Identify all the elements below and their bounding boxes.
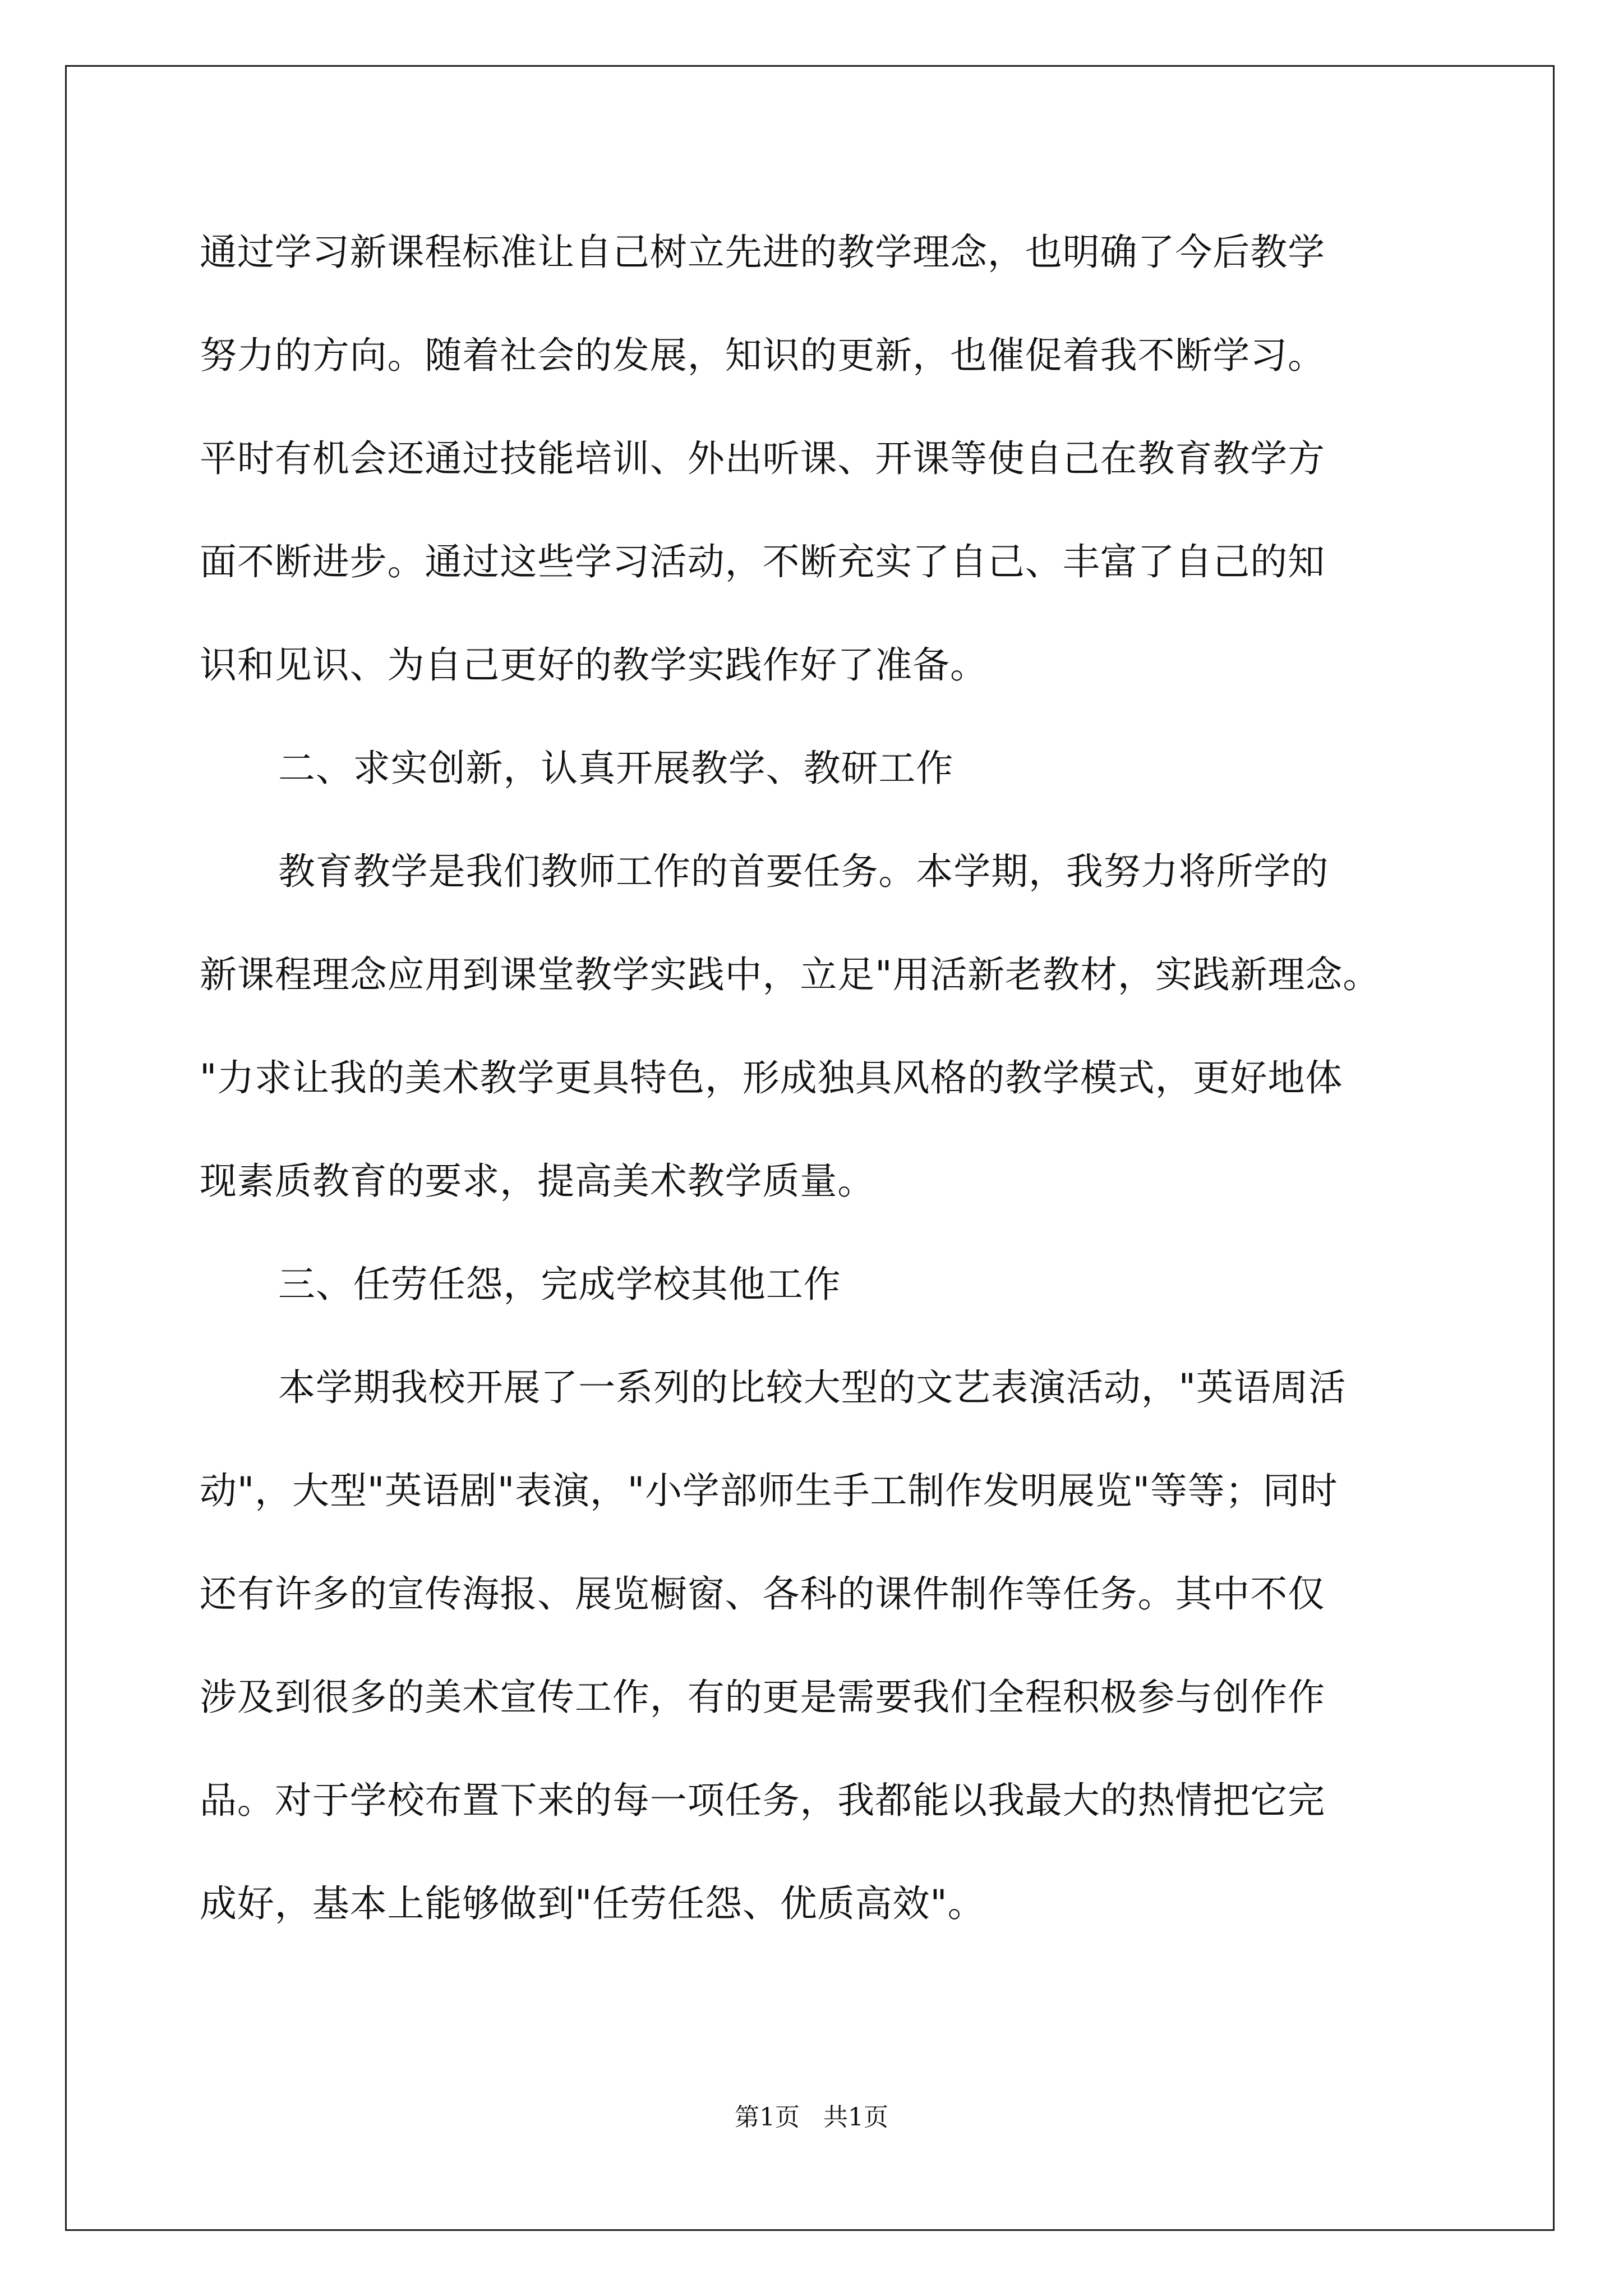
text-line: 动"，大型"英语剧"表演，"小学部师生手工制作发明展览"等等；同时 xyxy=(200,1469,1338,1512)
text-line: 识和见识、为自己更好的教学实践作好了准备。 xyxy=(200,643,988,687)
section-heading: 三、任劳任怨，完成学校其他工作 xyxy=(278,1263,841,1306)
text-line: 现素质教育的要求，提高美术教学质量。 xyxy=(200,1159,875,1203)
text-line: 成好，基本上能够做到"任劳任怨、优质高效"。 xyxy=(200,1882,985,1925)
text-line: 涉及到很多的美术宣传工作，有的更是需要我们全程积极参与创作作 xyxy=(200,1676,1325,1719)
text-line: 还有许多的宣传海报、展览橱窗、各科的课件制作等任务。其中不仅 xyxy=(200,1572,1325,1616)
text-line: 新课程理念应用到课堂教学实践中，立足"用活新老教材，实践新理念。 xyxy=(200,953,1381,996)
page-number-footer: 第1页 共1页 xyxy=(735,2103,888,2132)
text-line: 通过学习新课程标准让自己树立先进的教学理念，也明确了今后教学 xyxy=(200,231,1325,274)
document-body xyxy=(200,201,1421,1955)
text-line: 本学期我校开展了一系列的比较大型的文艺表演活动，"英语周活 xyxy=(278,1366,1347,1409)
section-heading: 二、求实创新，认真开展教学、教研工作 xyxy=(278,747,954,790)
text-line: 教育教学是我们教师工作的首要任务。本学期，我努力将所学的 xyxy=(278,850,1329,893)
text-line: "力求让我的美术教学更具特色，形成独具风格的教学模式，更好地体 xyxy=(200,1056,1343,1099)
text-line: 面不断进步。通过这些学习活动，不断充实了自己、丰富了自己的知 xyxy=(200,540,1325,583)
text-line: 品。对于学校布置下来的每一项任务，我都能以我最大的热情把它完 xyxy=(200,1779,1325,1822)
text-line: 努力的方向。随着社会的发展，知识的更新，也催促着我不断学习。 xyxy=(200,334,1325,377)
text-line: 平时有机会还通过技能培训、外出听课、开课等使自己在教育教学方 xyxy=(200,437,1325,480)
